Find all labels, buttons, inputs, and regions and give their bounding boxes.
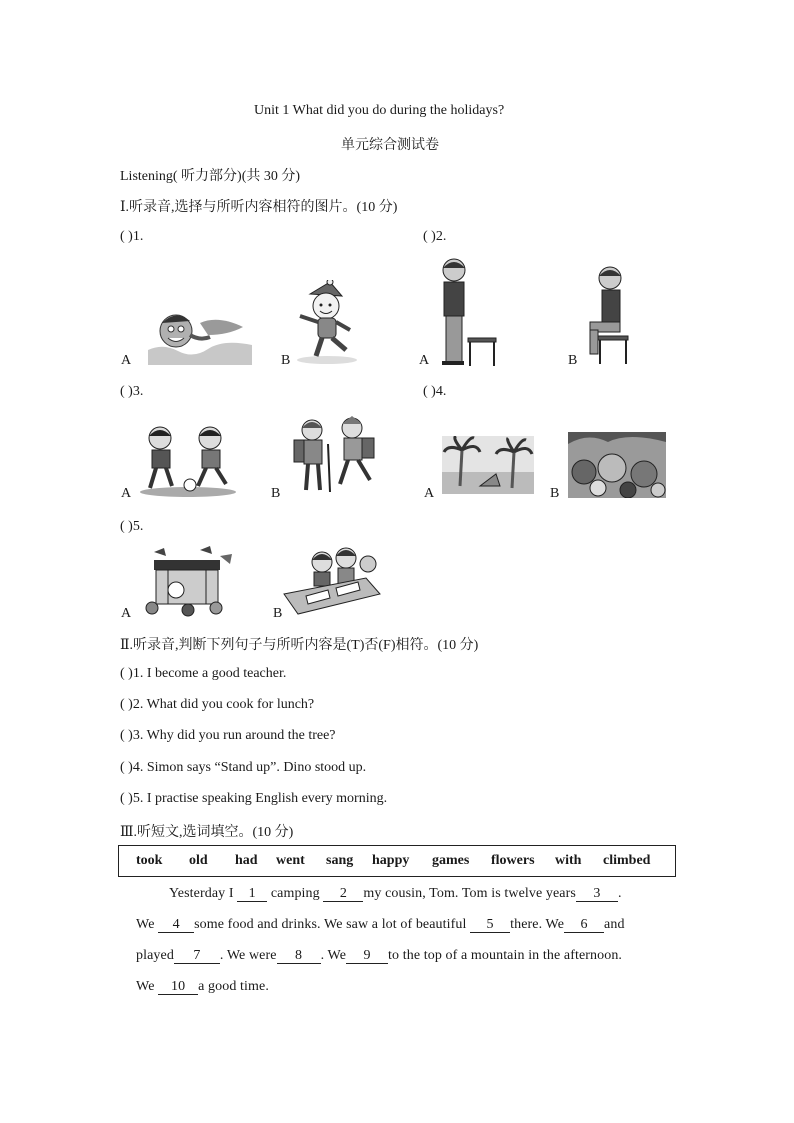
children-reading-image <box>282 544 382 620</box>
swimming-boy-image <box>148 305 252 365</box>
answer-blank-2[interactable]: 2 <box>323 886 363 902</box>
passage-text: a good time. <box>198 979 269 994</box>
passage-text: some food and drinks. We saw a lot of beautiful <box>194 917 467 932</box>
listening-header: Listening( 听力部分)(共 30 分) <box>120 169 301 184</box>
boys-playing-football-image <box>138 422 238 498</box>
passage-text: to the top of a mountain in the afternoon. <box>388 948 623 963</box>
passage-text: Yesterday I <box>169 886 234 901</box>
passage-text: and <box>604 917 625 932</box>
answer-blank-8[interactable]: 8 <box>277 948 321 964</box>
word-bank-word: games <box>432 853 470 868</box>
answer-blank-10[interactable]: 10 <box>158 979 198 995</box>
tf-item-4[interactable]: ( )4. Simon says “Stand up”. Dino stood up. <box>120 760 367 775</box>
boy-standing-image <box>436 258 498 368</box>
answer-blank-6[interactable]: 6 <box>564 917 604 933</box>
skating-boy-image <box>292 280 362 366</box>
passage-text: We <box>136 917 155 932</box>
answer-blank-9[interactable]: 9 <box>346 948 388 964</box>
section1-heading: Ⅰ.听录音,选择与所听内容相符的图片。(10 分) <box>120 200 398 215</box>
page-title: Unit 1 What did you do during the holidays? <box>254 103 505 118</box>
passage-text: played <box>136 948 174 963</box>
option-a-label: A <box>121 606 132 621</box>
option-a-label: A <box>424 486 435 501</box>
library-image <box>140 546 236 618</box>
word-bank-word: went <box>276 853 305 868</box>
word-bank-word: flowers <box>491 853 535 868</box>
passage-text: . <box>617 886 622 901</box>
passage-line-3 <box>136 948 622 964</box>
tf-item-1[interactable]: ( )1. I become a good teacher. <box>120 666 287 681</box>
tf-item-5[interactable]: ( )5. I practise speaking English every morning. <box>120 791 388 806</box>
option-a-label: A <box>121 486 132 501</box>
word-bank-word: with <box>555 853 582 868</box>
word-bank-word: climbed <box>603 853 651 868</box>
passage-text: . We were <box>219 948 277 963</box>
answer-blank-5[interactable]: 5 <box>470 917 510 933</box>
page-subtitle: 单元综合测试卷 <box>341 138 439 153</box>
passage-line-2 <box>136 917 625 933</box>
passage-text: there. We <box>510 917 565 932</box>
word-bank-word: old <box>189 853 208 868</box>
beach-image <box>442 436 534 494</box>
zoo-animals-image <box>568 432 666 498</box>
word-bank-word: took <box>136 853 163 868</box>
question-4[interactable]: ( )4. <box>423 384 447 399</box>
passage-line-4 <box>136 979 269 995</box>
word-bank-word: had <box>235 853 258 868</box>
tf-item-2[interactable]: ( )2. What did you cook for lunch? <box>120 697 315 712</box>
answer-blank-1[interactable]: 1 <box>237 886 267 902</box>
passage-text: camping <box>270 886 320 901</box>
question-1[interactable]: ( )1. <box>120 229 144 244</box>
option-b-label: B <box>550 486 560 501</box>
passage-line-1 <box>169 886 622 902</box>
question-5[interactable]: ( )5. <box>120 519 144 534</box>
section3-heading: Ⅲ.听短文,选词填空。(10 分) <box>120 825 294 840</box>
answer-blank-7[interactable]: 7 <box>174 948 220 964</box>
section2-heading: Ⅱ.听录音,判断下列句子与所听内容是(T)否(F)相符。(10 分) <box>120 638 479 653</box>
word-bank-word: sang <box>326 853 354 868</box>
option-a-label: A <box>121 353 132 368</box>
option-a-label: A <box>419 353 430 368</box>
word-bank-word: happy <box>372 853 410 868</box>
children-hiking-image <box>288 414 382 496</box>
answer-blank-3[interactable]: 3 <box>576 886 618 902</box>
passage-text: my cousin, Tom. Tom is twelve years <box>363 886 576 901</box>
boy-sitting-image <box>584 266 632 366</box>
passage-text: We <box>136 979 155 994</box>
tf-item-3[interactable]: ( )3. Why did you run around the tree? <box>120 728 336 743</box>
option-b-label: B <box>271 486 281 501</box>
question-2[interactable]: ( )2. <box>423 229 447 244</box>
option-b-label: B <box>273 606 283 621</box>
passage-text: . We <box>320 948 347 963</box>
option-b-label: B <box>281 353 291 368</box>
question-3[interactable]: ( )3. <box>120 384 144 399</box>
answer-blank-4[interactable]: 4 <box>158 917 194 933</box>
option-b-label: B <box>568 353 578 368</box>
